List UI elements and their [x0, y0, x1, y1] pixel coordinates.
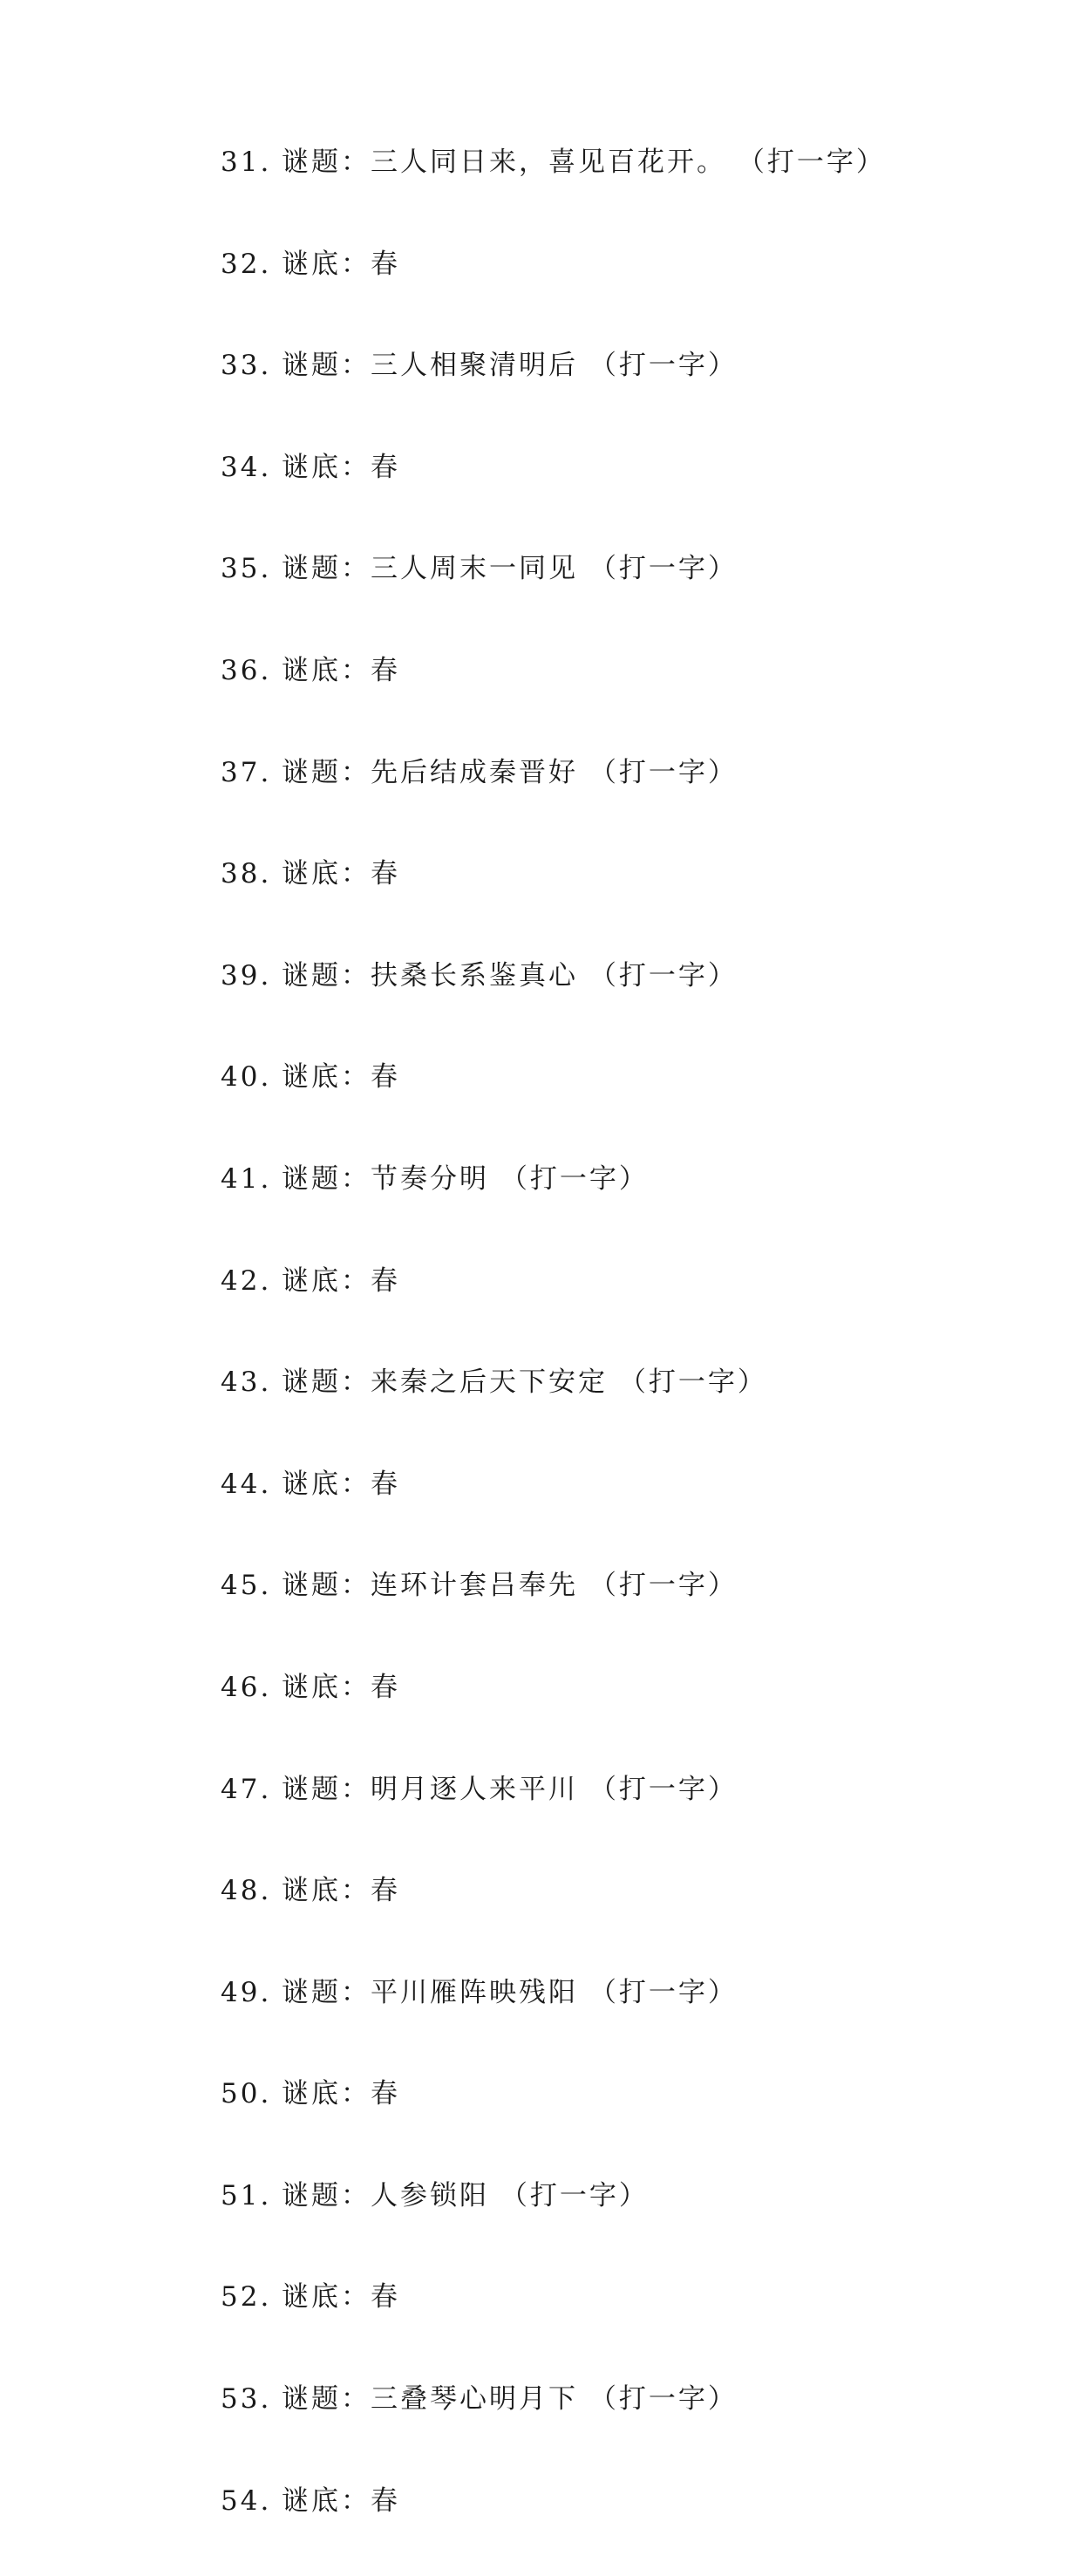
line-number: 40. — [221, 1061, 272, 1094]
line-text: 谜底：春 — [282, 858, 400, 890]
riddle-line — [221, 950, 1005, 1052]
line-number: 38. — [221, 858, 272, 890]
line-number: 34. — [221, 451, 272, 483]
answer-line — [221, 2475, 1005, 2576]
line-text: 谜底：春 — [282, 1264, 400, 1297]
answer-line — [221, 1864, 1005, 1966]
answer-line — [221, 238, 1005, 340]
line-text: 谜题：来秦之后天下安定 （打一字） — [282, 1366, 767, 1399]
line-number: 32. — [221, 248, 272, 280]
line-number: 50. — [221, 2078, 272, 2110]
line-text: 谜题：三叠琴心明月下 （打一字） — [282, 2383, 738, 2416]
answer-line — [221, 644, 1005, 746]
riddle-line — [221, 136, 1005, 238]
answer-line — [221, 1051, 1005, 1153]
line-text: 谜底：春 — [282, 1671, 400, 1703]
riddle-line — [221, 1559, 1005, 1661]
line-number: 42. — [221, 1264, 272, 1297]
line-number: 47. — [221, 1773, 272, 1805]
line-number: 53. — [221, 2383, 272, 2416]
line-number: 35. — [221, 553, 272, 585]
line-text: 谜底：春 — [282, 1061, 400, 1094]
riddle-line — [221, 2170, 1005, 2272]
line-number: 51. — [221, 2179, 272, 2211]
answer-line — [221, 1458, 1005, 1560]
riddle-line — [221, 746, 1005, 848]
line-number: 45. — [221, 1570, 272, 1602]
line-text: 谜题：先后结成秦晋好 （打一字） — [282, 756, 738, 788]
line-text: 谜底：春 — [282, 2078, 400, 2110]
line-number: 41. — [221, 1162, 272, 1195]
riddle-line — [221, 2373, 1005, 2475]
answer-line — [221, 1255, 1005, 1357]
line-text: 谜题：人参锁阳 （打一字） — [282, 2179, 649, 2211]
line-number: 31. — [221, 147, 272, 178]
line-text: 谜题：扶桑长系鉴真心 （打一字） — [282, 959, 738, 992]
line-text: 谜题：连环计套吕奉先 （打一字） — [282, 1570, 738, 1602]
answer-line — [221, 2068, 1005, 2170]
line-number: 44. — [221, 1468, 272, 1500]
riddle-line — [221, 542, 1005, 644]
line-text: 谜底：春 — [282, 451, 400, 483]
riddle-line — [221, 1966, 1005, 2068]
line-number: 43. — [221, 1366, 272, 1399]
line-text: 谜底：春 — [282, 1468, 400, 1500]
riddle-line — [221, 1153, 1005, 1255]
answer-line — [221, 2271, 1005, 2373]
line-number: 33. — [221, 350, 272, 382]
answer-line — [221, 441, 1005, 543]
line-number: 37. — [221, 756, 272, 788]
line-number: 54. — [221, 2484, 272, 2517]
line-text: 谜题：三人同日来，喜见百花开。 （打一字） — [282, 147, 886, 178]
line-text: 谜题：明月逐人来平川 （打一字） — [282, 1773, 738, 1805]
line-text: 谜底：春 — [282, 248, 400, 280]
line-number: 46. — [221, 1671, 272, 1703]
line-text: 谜底：春 — [282, 2281, 400, 2314]
line-text: 谜题：三人周末一同见 （打一字） — [282, 553, 738, 585]
riddle-line — [221, 339, 1005, 441]
line-text: 谜底：春 — [282, 1875, 400, 1907]
answer-line — [221, 848, 1005, 950]
line-number: 39. — [221, 959, 272, 992]
riddle-line — [221, 1356, 1005, 1458]
line-number: 36. — [221, 654, 272, 686]
answer-line — [221, 1661, 1005, 1763]
riddle-line — [221, 1763, 1005, 1865]
line-number: 49. — [221, 1976, 272, 2008]
riddle-list — [221, 136, 1005, 2576]
line-text: 谜题：节奏分明 （打一字） — [282, 1162, 649, 1195]
line-text: 谜底：春 — [282, 2484, 400, 2517]
line-text: 谜底：春 — [282, 654, 400, 686]
line-number: 48. — [221, 1875, 272, 1907]
line-number: 52. — [221, 2281, 272, 2314]
line-text: 谜题：三人相聚清明后 （打一字） — [282, 350, 738, 382]
line-text: 谜题：平川雁阵映残阳 （打一字） — [282, 1976, 738, 2008]
